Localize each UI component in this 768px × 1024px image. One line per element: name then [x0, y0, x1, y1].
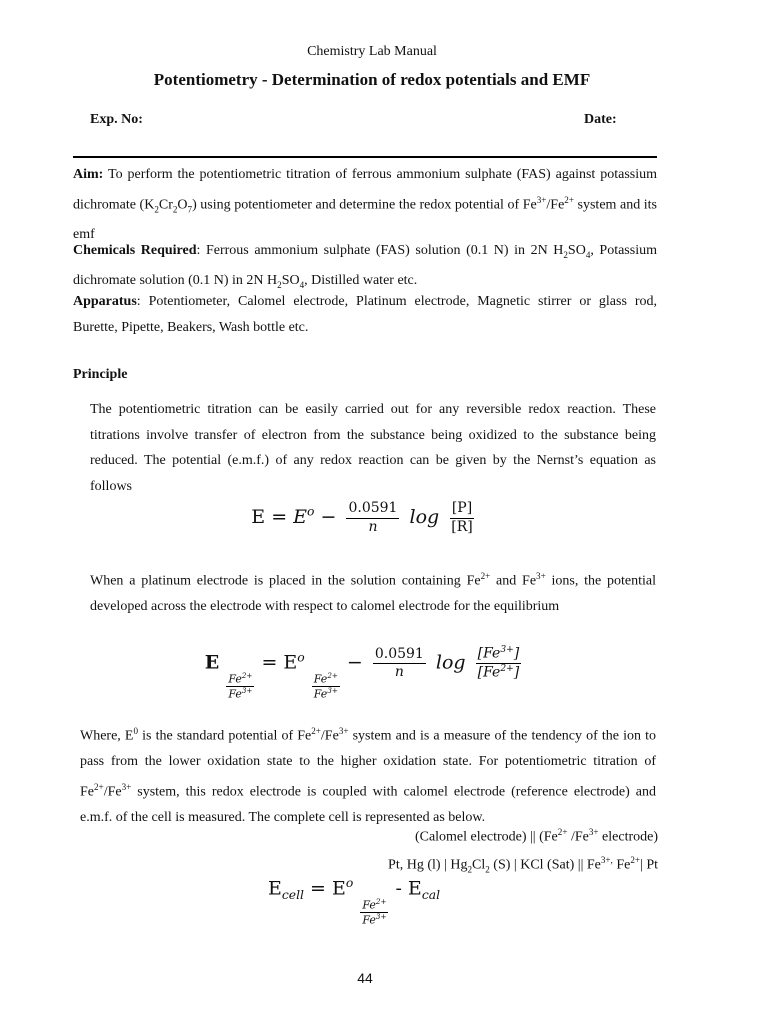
text: /Fe	[546, 197, 565, 213]
denominator: n	[394, 664, 404, 681]
page-title: Potentiometry - Determination of redox potentials and EMF	[153, 70, 591, 89]
eq-sup: o	[345, 876, 354, 890]
text: When a platinum electrode is placed in the solution containing Fe	[90, 573, 481, 589]
eq-text: [Fe	[477, 664, 501, 681]
eq-text: ]	[513, 645, 520, 662]
sup: 2+	[311, 726, 321, 736]
sub: 2	[277, 280, 282, 291]
fraction	[226, 672, 254, 702]
sup: 3+	[536, 571, 546, 581]
aim-label: Aim:	[73, 167, 104, 182]
chemicals-label: Chemicals Required	[73, 243, 197, 258]
text: and Fe	[490, 573, 537, 589]
electrode-potential-equation	[0, 645, 730, 702]
text: /Fe	[567, 829, 589, 845]
fraction	[346, 500, 399, 536]
principle-heading: Principle	[73, 367, 128, 382]
divider	[73, 156, 657, 158]
eq-sup: 3+	[500, 645, 514, 655]
text: SO	[567, 243, 586, 258]
sup: 2+	[480, 571, 491, 581]
eq-sup: o	[307, 504, 315, 519]
eq-log: log	[409, 506, 440, 528]
eq-text: = E	[304, 877, 346, 900]
sub: 2	[485, 864, 490, 875]
eq-text: ]	[513, 664, 520, 681]
numerator: 0.0591	[373, 646, 426, 665]
numerator: 0.0591	[346, 500, 399, 519]
manual-title: Chemistry Lab Manual	[307, 44, 437, 59]
aim-text-1: To perform the potentiometric titration of ferrous ammonium sulphate (FAS) against potassium dichromate (K	[73, 167, 658, 213]
sup: 2+	[94, 781, 104, 792]
cell-emf-equation	[268, 876, 440, 927]
eq-text: E	[293, 506, 308, 528]
eq-text: Fe	[313, 672, 328, 686]
fraction	[476, 645, 522, 682]
principle-paragraph-3	[80, 719, 656, 830]
denominator: n	[368, 518, 378, 535]
eq-sup: 2+	[500, 664, 514, 675]
fraction	[360, 898, 388, 928]
sup: 2+	[630, 855, 641, 865]
eq-sub: cell	[281, 888, 304, 903]
eq-text: - E	[389, 877, 422, 900]
text: ions, the potential developed across the electrode with respect to calomel electrode for the equilibrium	[90, 573, 656, 615]
sub: 7	[187, 203, 193, 214]
chemicals-text-3: , Distilled water etc.	[304, 273, 418, 289]
exp-no-label: Exp. No:	[90, 112, 143, 127]
aim-text-2: ) using potentiometer and determine the redox potential of Fe	[192, 197, 537, 213]
text: | Pt	[640, 857, 658, 873]
text: /Fe	[320, 728, 339, 744]
eq-log: log	[435, 651, 466, 674]
sup: 0	[133, 726, 139, 736]
text: O	[177, 197, 188, 213]
text: (Calomel electrode) || (Fe	[414, 829, 558, 845]
cell-line-1	[300, 820, 658, 850]
sub: 4	[585, 249, 591, 260]
text: Fe	[612, 857, 631, 873]
fraction	[373, 646, 426, 682]
principle-paragraph-1: The potentiometric titration can be easily carried out for any reversible redox reaction. These titrations involve transfer of electron from the substance being oxidized to the substance being reduced. The potential (e.m.f.) of any redox reaction can be given by the Nernst’s equation as follows	[90, 402, 656, 494]
fraction	[449, 500, 474, 536]
text: Cl	[472, 857, 486, 873]
apparatus-label: Apparatus	[73, 294, 137, 309]
eq-text: E	[204, 651, 220, 674]
sup: 2+	[557, 827, 568, 837]
eq-sup: 3+	[241, 686, 253, 696]
eq-sub: cal	[421, 888, 441, 903]
text: /Fe	[103, 784, 122, 800]
text: electrode)	[598, 829, 658, 845]
chemicals-text-2: , Potassium dichromate solution (0.1 N) in 2N H	[73, 243, 657, 289]
aim-paragraph	[73, 162, 657, 248]
sub: 2	[563, 249, 568, 260]
eq-text: Fe	[313, 688, 328, 702]
eq-sup: 3+	[375, 912, 387, 922]
eq-text: Fe	[362, 913, 376, 927]
text: SO	[281, 273, 300, 289]
chemicals-text-1: : Ferrous ammonium sulphate (FAS) solution (0.1 N) in 2N H	[196, 243, 564, 258]
text: system and is a measure of the tendency of the ion to pass from the lower oxidation state to the higher oxidation state. For potentiometric titration of Fe	[80, 728, 657, 800]
apparatus-text: : Potentiometer, Calomel electrode, Platinum electrode, Magnetic stirrer or glass rod, Burette, Pipette, Beakers, Wash bottle etc.	[73, 294, 657, 335]
aim-text-3: system and its emf	[73, 197, 657, 243]
text: (S) | KCl (Sat) || Fe	[489, 857, 601, 873]
text: system, this redox electrode is coupled with calomel electrode (reference electrode) and e.m.f. of the cell is measured. The complete cell is represented as below.	[80, 784, 656, 825]
sup: 3+	[536, 194, 547, 205]
sub: 2	[154, 203, 159, 214]
eq-text: = E	[255, 651, 298, 674]
eq-text: Fe	[362, 898, 376, 912]
date-label: Date:	[584, 112, 617, 127]
sup: 3+	[338, 726, 349, 736]
eq-text: −	[340, 651, 369, 674]
eq-text: −	[314, 506, 343, 528]
eq-sup: 2+	[375, 896, 387, 906]
apparatus-paragraph	[73, 289, 657, 340]
fraction	[312, 672, 340, 702]
text: Cr	[158, 197, 173, 213]
page-number: 44	[357, 970, 373, 986]
sup: 3+,	[600, 855, 613, 865]
eq-sup: 2+	[327, 671, 338, 680]
numerator: [P]	[450, 500, 474, 519]
sub: 2	[467, 864, 473, 875]
eq-sup: o	[297, 650, 305, 665]
eq-text: E	[268, 877, 282, 900]
sub: 4	[299, 280, 305, 291]
eq-sup: 2+	[241, 671, 253, 680]
sup: 2+	[564, 194, 574, 205]
sup: 3+	[121, 781, 132, 792]
nernst-equation	[0, 500, 730, 536]
eq-text: [Fe	[477, 645, 501, 662]
text: Where, E	[80, 728, 134, 744]
text: is the standard potential of Fe	[138, 728, 312, 744]
eq-sup: 3+	[327, 686, 338, 696]
eq-text: Fe	[228, 672, 242, 686]
denominator: [R]	[451, 518, 473, 535]
sub: 2	[172, 203, 178, 214]
eq-text: Fe	[228, 688, 242, 702]
principle-paragraph-2	[90, 564, 656, 620]
text: Pt, Hg (l) | Hg	[388, 857, 468, 873]
sup: 3+	[588, 827, 599, 837]
eq-text: E =	[251, 506, 294, 528]
